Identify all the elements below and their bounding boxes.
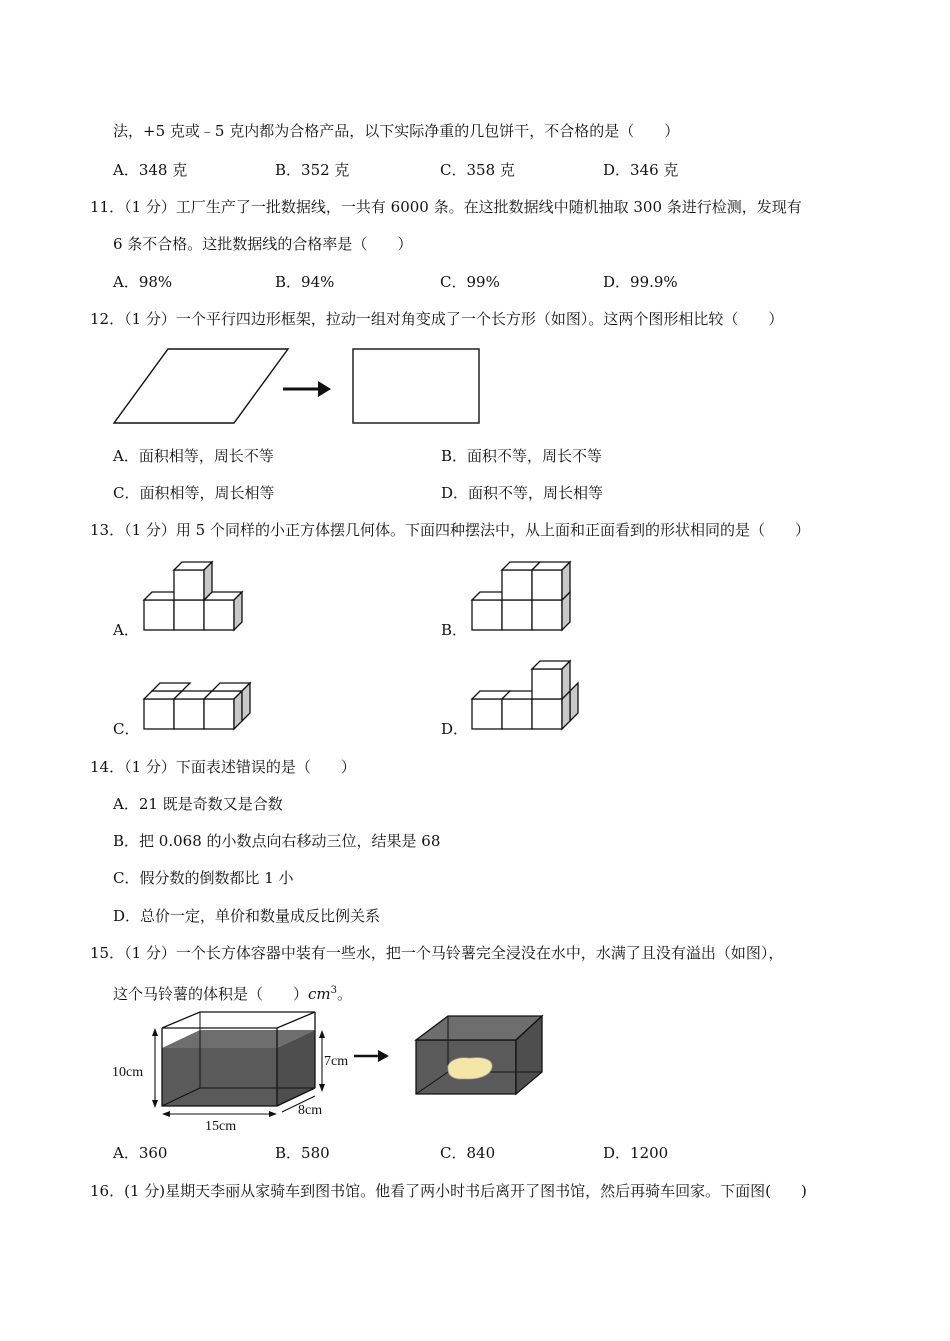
potato-shape bbox=[448, 1057, 493, 1079]
q12-option-d: D．面积不等，周长相等 bbox=[441, 484, 604, 502]
q11-text-line2: 6 条不合格。这批数据线的合格率是（ ） bbox=[113, 235, 413, 253]
q10-option-c: C．358 克 bbox=[440, 161, 515, 179]
q13-figure-c bbox=[140, 677, 270, 737]
q11-text-line1: 11．（1 分）工厂生产了一批数据线，一共有 6000 条。在这批数据线中随机抽取 300 条进行检测，发现有 bbox=[90, 198, 802, 216]
q15-figure bbox=[110, 1010, 570, 1135]
q10-option-a: A．348 克 bbox=[113, 161, 188, 179]
q13-figure-a bbox=[140, 560, 270, 635]
rectangle-shape bbox=[353, 349, 479, 423]
q13-option-b-label: B． bbox=[441, 621, 468, 639]
q14-option-d: D．总价一定，单价和数量成反比例关系 bbox=[113, 907, 381, 925]
q13-option-d-label: D． bbox=[441, 720, 469, 738]
q12-figure bbox=[110, 345, 510, 430]
q13-figure-b bbox=[468, 558, 598, 633]
q11-option-a: A．98% bbox=[113, 273, 173, 291]
q15-option-c: C．840 bbox=[440, 1144, 496, 1162]
q15-option-a: A．360 bbox=[113, 1144, 168, 1162]
q12-option-b: B．面积不等，周长不等 bbox=[441, 447, 603, 465]
q15-option-d: D．1200 bbox=[603, 1144, 669, 1162]
q12-text: 12．（1 分）一个平行四边形框架，拉动一组对角变成了一个长方形（如图）。这两个图形相比较（ ） bbox=[90, 310, 784, 328]
q13-figure-d bbox=[468, 655, 598, 740]
q14-option-b: B．把 0.068 的小数点向右移动三位，结果是 68 bbox=[113, 832, 441, 850]
q15-text-line2 bbox=[113, 981, 352, 1004]
q15-option-b: B．580 bbox=[275, 1144, 330, 1162]
q15-label-height: 10cm bbox=[112, 1065, 144, 1080]
q15-unit-exp: 3 bbox=[330, 985, 338, 996]
q12-option-c: C．面积相等，周长相等 bbox=[113, 484, 275, 502]
q15-label-depth: 8cm bbox=[298, 1103, 323, 1118]
q13-option-c-label: C． bbox=[113, 720, 140, 738]
q15-text-line1: 15．（1 分）一个长方体容器中装有一些水，把一个马铃薯完全浸没在水中，水满了且没有溢出（如图）， bbox=[90, 944, 784, 962]
q15-label-width: 15cm bbox=[205, 1119, 237, 1134]
q11-option-c: C．99% bbox=[440, 273, 500, 291]
q10-option-d: D．346 克 bbox=[603, 161, 679, 179]
q15-unit: cm bbox=[308, 985, 331, 1003]
q10-text: 法，+5 克或﹣5 克内都为合格产品，以下实际净重的几包饼干，不合格的是（ ） bbox=[113, 122, 680, 140]
q14-option-c: C．假分数的倒数都比 1 小 bbox=[113, 869, 294, 887]
q15-text-pre: 这个马铃薯的体积是（ ） bbox=[113, 985, 309, 1003]
q13-text: 13．（1 分）用 5 个同样的小正方体摆几何体。下面四种摆法中，从上面和正面看到的形状相同的是（ ） bbox=[90, 521, 810, 539]
parallelogram-shape bbox=[114, 349, 288, 423]
q10-option-b: B．352 克 bbox=[275, 161, 350, 179]
q16-text: 16．(1 分)星期天李丽从家骑车到图书馆。他看了两小时书后离开了图书馆，然后再骑车回家。下面图( ) bbox=[90, 1182, 807, 1200]
q11-option-d: D．99.9% bbox=[603, 273, 678, 291]
q14-text: 14．（1 分）下面表述错误的是（ ） bbox=[90, 758, 356, 776]
q14-option-a: A．21 既是奇数又是合数 bbox=[113, 795, 283, 813]
q13-option-a-label: A． bbox=[113, 621, 139, 639]
q15-label-water: 7cm bbox=[324, 1054, 349, 1069]
q12-option-a: A．面积相等，周长不等 bbox=[113, 447, 274, 465]
q11-option-b: B．94% bbox=[275, 273, 335, 291]
q15-text-post: 。 bbox=[337, 985, 353, 1003]
arrow-head bbox=[318, 381, 331, 397]
